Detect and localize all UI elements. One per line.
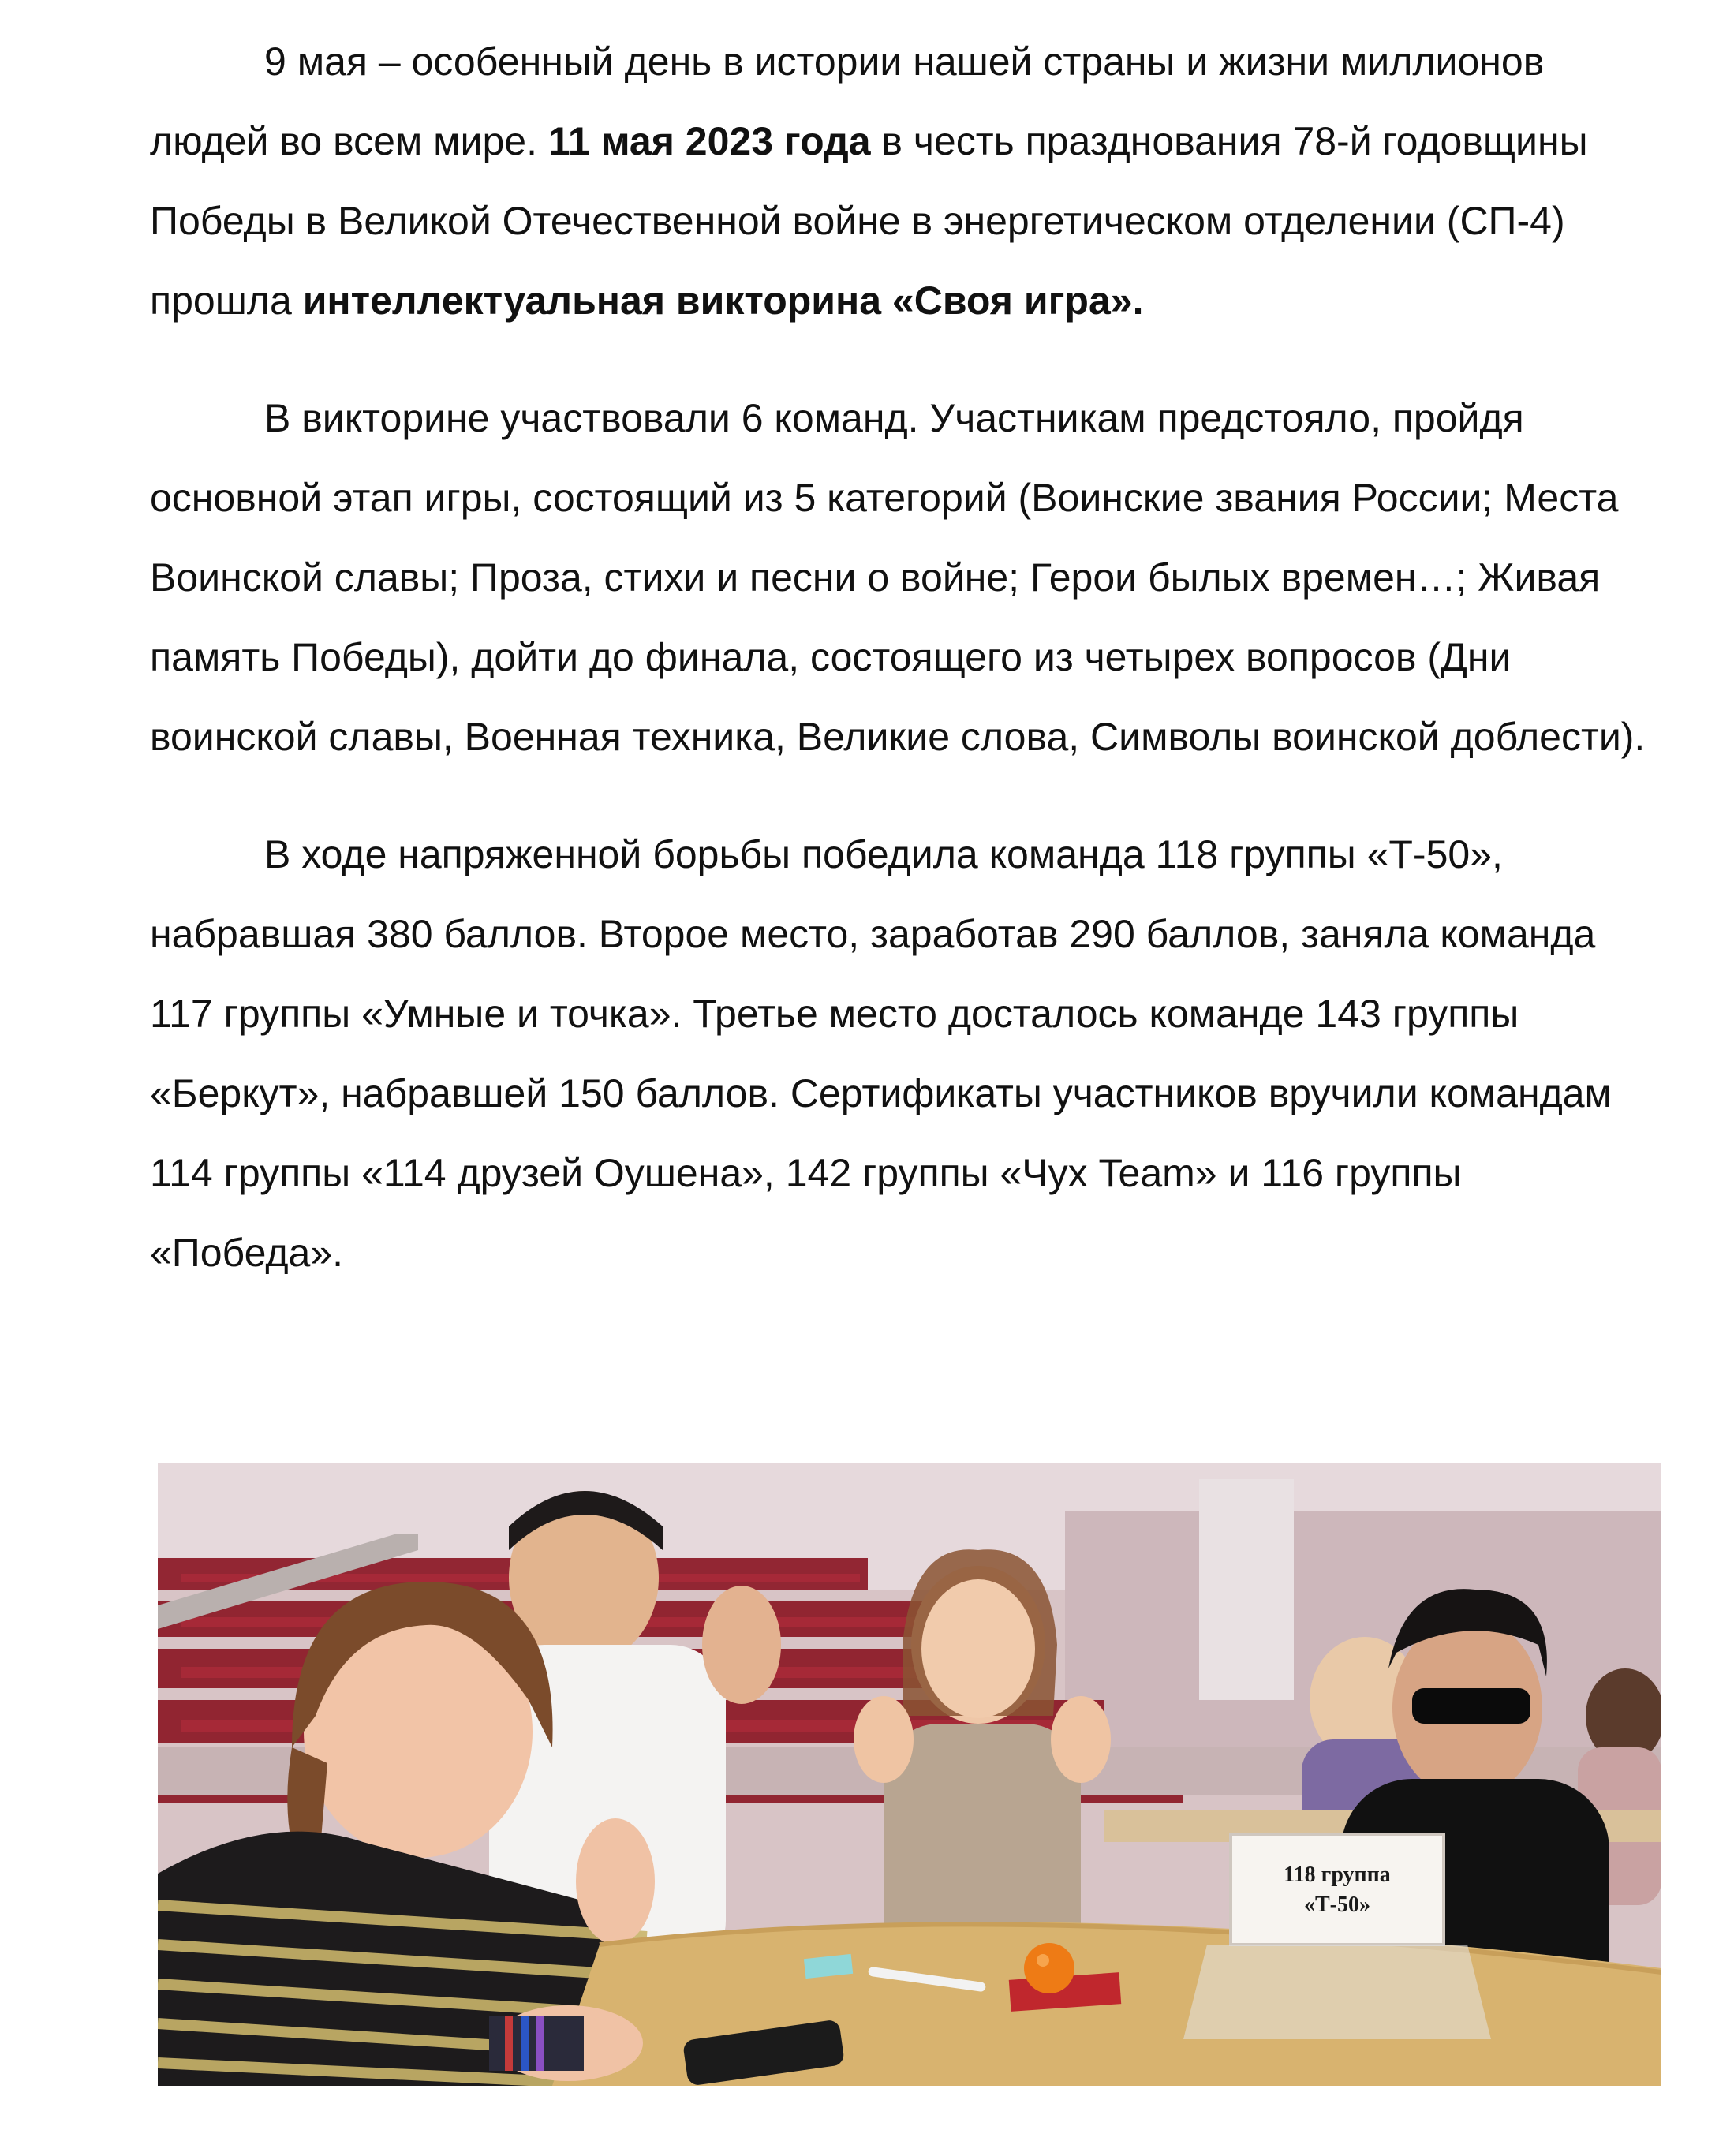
event-photo-illustration <box>158 1463 1661 2086</box>
intro-text-2: в честь празднования 78-й годовщины Победы в Великой Отечественной войне в энергетическом отделении (СП-4) прошла <box>150 119 1588 323</box>
table-card-line-1: 118 группа <box>1284 1863 1391 1887</box>
event-photo <box>158 1463 1661 2086</box>
table-card-line-2: «Т-50» <box>1304 1893 1370 1917</box>
paragraph-intro <box>150 22 1665 341</box>
intro-text-1: 9 мая – особенный день в истории нашей страны и жизни миллионов людей во всем мире. <box>150 39 1545 163</box>
event-date: 11 мая 2023 года <box>547 119 871 163</box>
article-body <box>150 22 1665 1331</box>
paragraph-categories: В викторине участвовали 6 команд. Участникам предстояло, пройдя основной этап игры, состоящий из 5 категорий (Воинские звания России; Места Воинской славы; Проза, стихи и песни о войне; Герои былых времен…; Живая память Победы), дойти до финала, состоящего из четырех вопросов (Дни воинской славы, Военная техника, Великие слова, Символы воинской доблести). <box>150 396 1646 759</box>
paragraph-results: В ходе напряженной борьбы победила команда 118 группы «Т-50», набравшая 380 баллов. Второе место, заработав 290 баллов, заняла команда 117 группы «Умные и точка». Третье место досталось команде 143 группы «Беркут», набравшей 150 баллов. Сертификаты участников вручили командам 114 группы «114 друзей Оушена», 142 группы «Чух Team» и 116 группы «Победа». <box>150 832 1612 1275</box>
event-name: интеллектуальная викторина «Своя игра». <box>302 278 1144 323</box>
